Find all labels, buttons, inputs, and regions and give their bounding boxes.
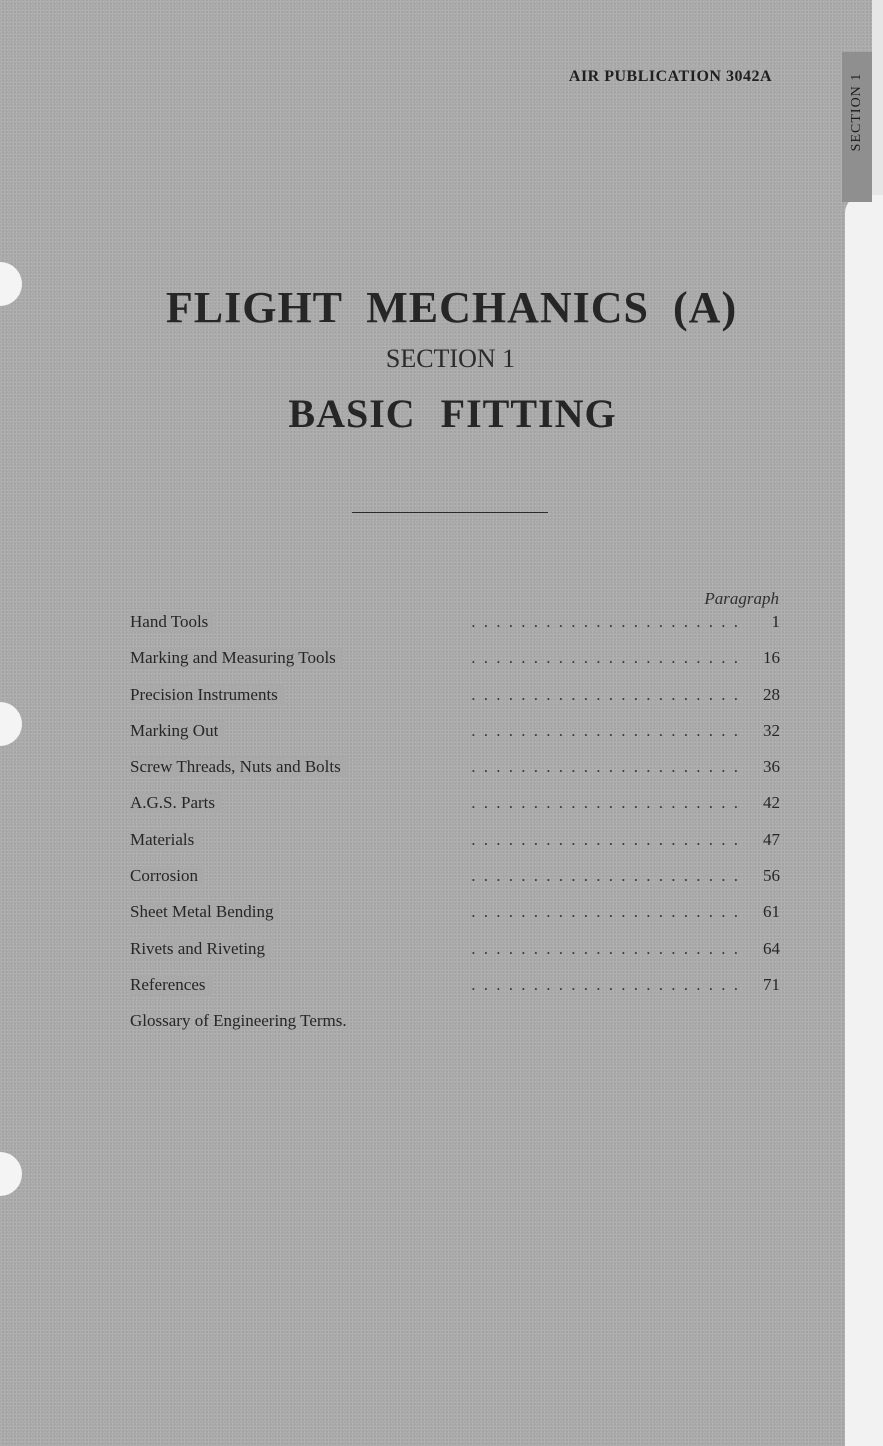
toc-entry bbox=[130, 648, 780, 684]
toc-entry-title: Sheet Metal Bending bbox=[130, 902, 280, 922]
page-edge bbox=[872, 0, 883, 195]
toc-entry-paragraph: 36 bbox=[763, 757, 780, 777]
publication-number: AIR PUBLICATION 3042A bbox=[568, 68, 772, 85]
toc-entry bbox=[130, 1011, 780, 1047]
toc-entry-title: Materials bbox=[130, 830, 200, 850]
toc-entry-title: Screw Threads, Nuts and Bolts bbox=[130, 757, 347, 777]
dot-leader: . . . . . . . . . . . . . . . . . . . . . . bbox=[471, 757, 740, 777]
toc-entry-title: Glossary of Engineering Terms. bbox=[130, 1011, 347, 1031]
toc-entry bbox=[130, 685, 780, 721]
toc-entry-paragraph: 71 bbox=[763, 974, 780, 994]
toc-entry-paragraph: 28 bbox=[763, 684, 780, 704]
toc-entry-title: References bbox=[130, 975, 212, 995]
document-subtitle: BASIC FITTING bbox=[288, 391, 617, 436]
toc-entry-title: Rivets and Riveting bbox=[130, 939, 271, 959]
dot-leader: . . . . . . . . . . . . . . . . . . . . . . bbox=[471, 866, 740, 886]
toc-entry bbox=[130, 866, 780, 902]
document-title: FLIGHT MECHANICS (A) bbox=[165, 283, 738, 332]
dot-leader: . . . . . . . . . . . . . . . . . . . . . . bbox=[471, 902, 740, 922]
toc-entry-title: Precision Instruments bbox=[130, 685, 284, 705]
dot-leader: . . . . . . . . . . . . . . . . . . . . . . bbox=[471, 720, 740, 740]
toc-entry bbox=[130, 830, 780, 866]
toc-entry bbox=[130, 757, 780, 793]
table-of-contents bbox=[130, 612, 780, 1048]
dot-leader: . . . . . . . . . . . . . . . . . . . . . . bbox=[471, 938, 740, 958]
divider-rule bbox=[352, 512, 548, 513]
toc-entry-paragraph: 32 bbox=[763, 720, 780, 740]
dot-leader: . . . . . . . . . . . . . . . . . . . . . . bbox=[471, 974, 740, 994]
dot-leader: . . . . . . . . . . . . . . . . . . . . . . bbox=[471, 829, 740, 849]
dot-leader: . . . . . . . . . . . . . . . . . . . . . . bbox=[471, 684, 740, 704]
toc-entry bbox=[130, 975, 780, 1011]
toc-entry bbox=[130, 721, 780, 757]
toc-entry-paragraph: 56 bbox=[763, 866, 780, 886]
paragraph-column-heading: Paragraph bbox=[704, 589, 779, 608]
toc-entry-paragraph: 16 bbox=[763, 648, 780, 668]
dot-leader: . . . . . . . . . . . . . . . . . . . . . . bbox=[471, 793, 740, 813]
section-tab-label: SECTION 1 bbox=[849, 72, 864, 152]
binder-hole bbox=[0, 1152, 22, 1196]
toc-entry-paragraph: 47 bbox=[763, 829, 780, 849]
section-label: SECTION 1 bbox=[385, 344, 516, 373]
toc-entry-title: Marking Out bbox=[130, 721, 224, 741]
toc-entry-title: Marking and Measuring Tools bbox=[130, 648, 342, 668]
toc-entry-title: Corrosion bbox=[130, 866, 204, 886]
dot-leader: . . . . . . . . . . . . . . . . . . . . . . bbox=[471, 648, 740, 668]
toc-entry bbox=[130, 939, 780, 975]
toc-entry bbox=[130, 902, 780, 938]
toc-entry-title: A.G.S. Parts bbox=[130, 793, 221, 813]
page-edge-strip bbox=[845, 195, 883, 1446]
toc-entry-paragraph: 1 bbox=[771, 612, 780, 631]
toc-entry bbox=[130, 612, 780, 648]
dot-leader: . . . . . . . . . . . . . . . . . . . . . . bbox=[471, 612, 740, 631]
toc-entry-paragraph: 64 bbox=[763, 938, 780, 958]
toc-entry bbox=[130, 793, 780, 829]
toc-entry-paragraph: 42 bbox=[763, 793, 780, 813]
binder-hole bbox=[0, 702, 22, 746]
toc-entry-title: Hand Tools bbox=[130, 612, 214, 632]
toc-entry-paragraph: 61 bbox=[763, 902, 780, 922]
